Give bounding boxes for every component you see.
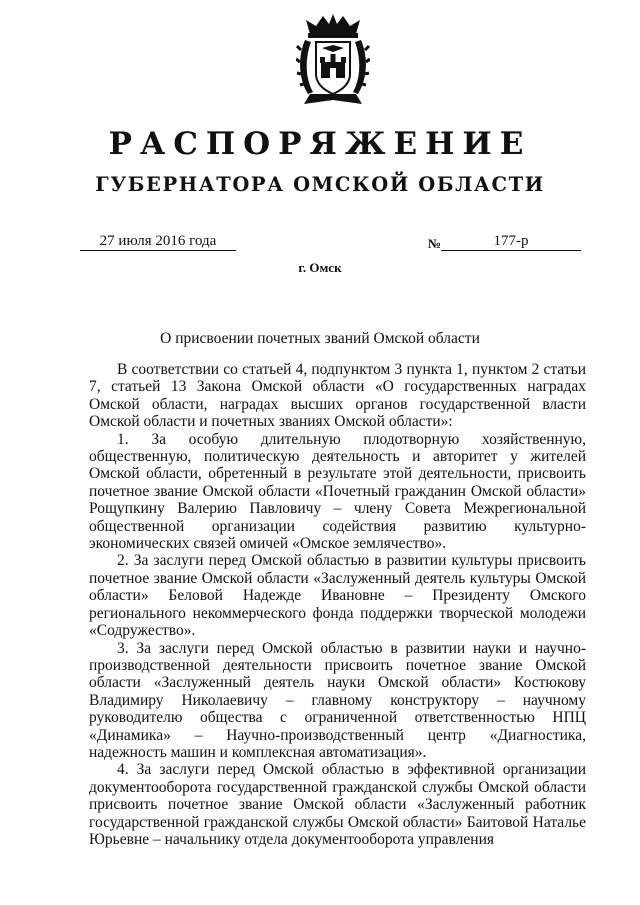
number-label: №	[428, 236, 442, 251]
coat-of-arms-icon	[296, 12, 370, 108]
document-issuer: ГУБЕРНАТОРА ОМСКОЙ ОБЛАСТИ	[95, 173, 545, 196]
document-date: 27 июля 2016 года	[80, 232, 236, 251]
document-body	[89, 361, 586, 848]
clause-paragraph-2: 2. За заслуги перед Омской областью в развитии культуры присвоить почетное звание Омской области «Заслуженный деятель культуры Омской области» Беловой Надежде Ивановне – Президенту Омского регионального некоммерческого фонда поддержки творческой молодежи «Содружество».	[89, 552, 586, 640]
clause-paragraph-1: 1. За особую длительную плодотворную хозяйственную, общественную, политическую деятельность и авторитет у жителей Омской области, обретенный в результате этой деятельности, присвоить почетное звание Омской области «Почетный гражданин Омской области» Рощупкину Валерию Павловичу – члену Совета Межрегиональной общественной организации содействия развитию культурно-экономических связей омичей «Омское землячество».	[89, 430, 586, 553]
document-number: 177-р	[441, 232, 581, 251]
preamble-paragraph: В соответствии со статьей 4, подпунктом 3 пункта 1, пунктом 2 статьи 7, статьей 13 Закона Омской области «О государственных наградах Омской области, наградах высших органов государственной власти Омской области и почетных званиях Омской области»:	[89, 361, 586, 431]
document-subject: О присвоении почетных званий Омской области	[160, 330, 480, 347]
clause-paragraph-3: 3. За заслуги перед Омской областью в развитии науки и научно-производственной деятельности присвоить почетное звание Омской области «Заслуженный деятель науки Омской области» Костюкову Владимиру Николаевичу – главному конструктору – научному руководителю общества с ограниченной ответственностью НПЦ «Динамика» – Научно-производственный центр «Диагностика, надежность машин и комплексная автоматизация».	[89, 639, 586, 761]
document-city: г. Омск	[298, 260, 342, 275]
document-title: РАСПОРЯЖЕНИЕ	[108, 126, 532, 162]
clause-paragraph-4: 4. За заслуги перед Омской областью в эффективной организации документооборота государственной гражданской службы Омской области присвоить почетное звание Омской области «Заслуженный работник государственной гражданской службы Омской области» Баитовой Наталье Юрьевне – начальнику отдела документооборота управления	[89, 761, 586, 848]
